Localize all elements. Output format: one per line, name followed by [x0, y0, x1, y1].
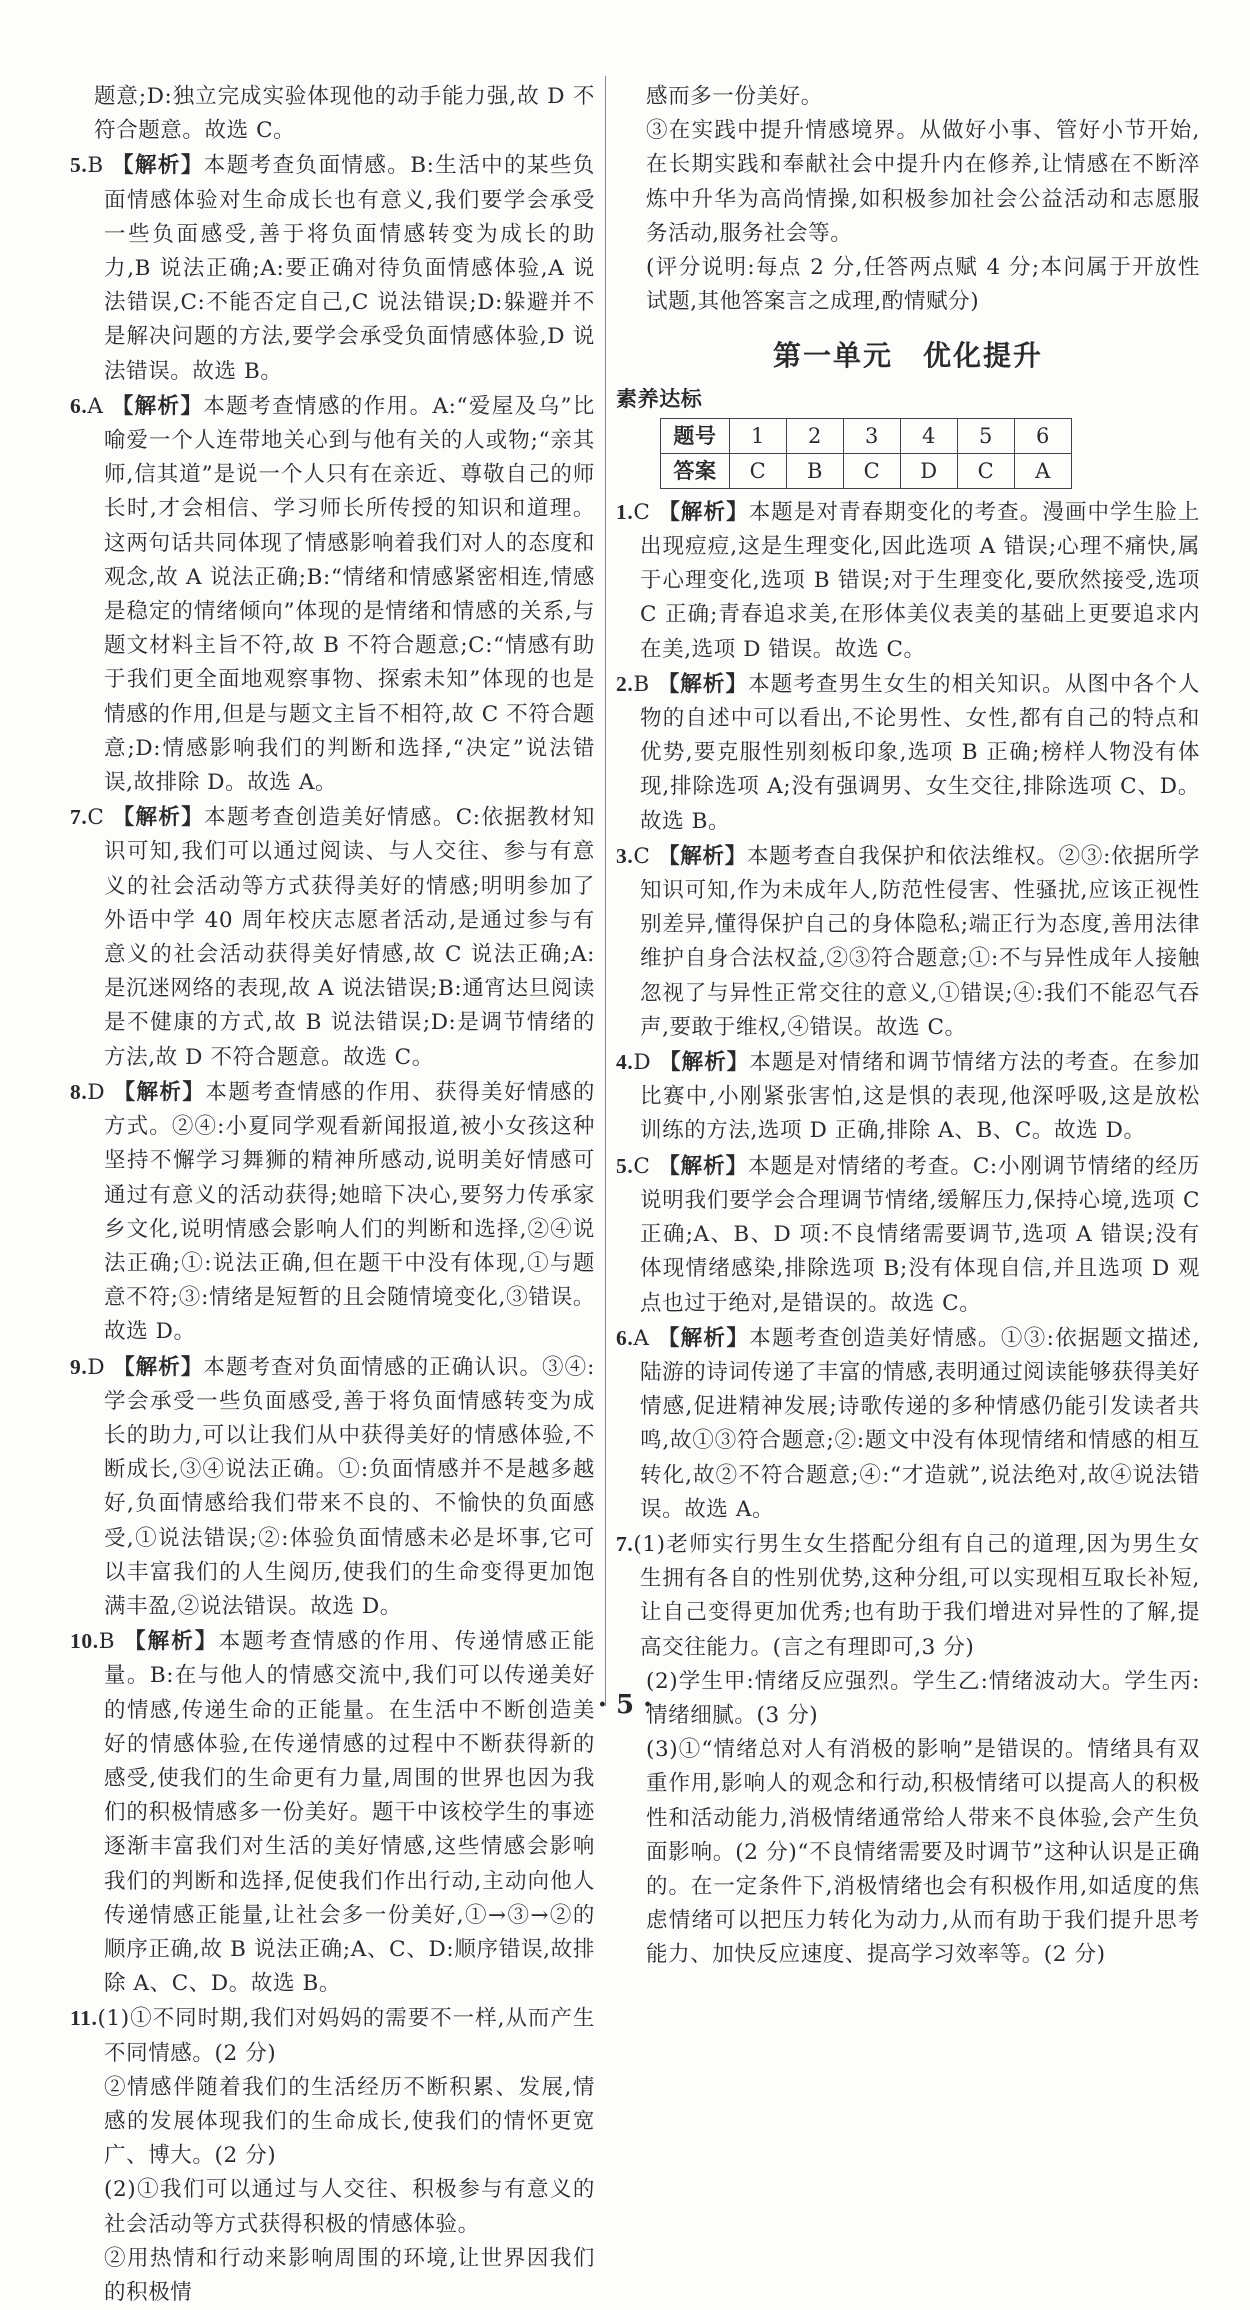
answer-item: [616, 667, 1200, 839]
item-answer: A: [633, 1325, 650, 1351]
continued-text: 题意;D:独立完成实验体现他的动手能力强,故 D 不符合题意。故选 C。: [94, 84, 595, 144]
analysis-label: 【解析】: [112, 153, 204, 179]
table-row: [661, 453, 1072, 488]
table-header-cell: 题号: [661, 418, 730, 453]
analysis-label: 【解析】: [113, 1354, 204, 1380]
item-number: 8.: [70, 1079, 88, 1104]
item-number: 10.: [70, 1629, 99, 1654]
analysis-label: 【解析】: [657, 1325, 750, 1351]
answer-item: [616, 1149, 1200, 1321]
item-answer: B: [98, 1629, 116, 1655]
table-cell: 4: [901, 418, 958, 453]
left-column: [70, 80, 595, 2310]
answer-item: [70, 1624, 595, 2001]
item-text: 本题考查自我保护和依法维权。②③:依据所学知识可知,作为未成年人,防范性侵害、性骚扰,应该正视性别差异,懂得保护自己的身体隐私;端正行为态度,善用法律维护自身合法权益,②③符合题意;①:不与异性成年人接触忽视了与异性正常交往的意义,①错误;④:我们不能忍气吞声,要敢于维权,④错误。故选 C。: [640, 843, 1200, 1040]
item-text: 本题是对情绪的考查。C:小刚调节情绪的经历说明我们要学会合理调节情绪,缓解压力,保持心境,选项 C 正确;A、B、D 项:不良情绪需要调节,选项 A 错误;没有体现情绪感染,排除选项 B;没有体现自信,并且选项 D 观点也过于绝对,是错误的。故选 C。: [640, 1153, 1201, 1316]
item-text: 本题考查负面情感。B:生活中的某些负面情感体验对生命成长也有意义,我们要学会承受一些负面感受,善于将负面情感转变为成长的助力,B 说法正确;A:要正确对待负面情感体验,A 说法错误,C:不能否定自己,C 说法错误;D:躲避并不是解决问题的方法,要学会承受负面情感体验,D 说法错误。故选 B。: [104, 153, 595, 384]
table-cell: C: [730, 453, 787, 488]
analysis-label: 【解析】: [112, 805, 205, 831]
answer-paragraph: ②用热情和行动来影响周围的环境,让世界因我们的积极情: [104, 2245, 595, 2305]
item-text: 本题考查情感的作用。A:“爱屋及乌”比喻爱一个人连带地关心到与他有关的人或物;“亲其师,信其道”是说一个人只有在亲近、尊敬自己的师长时,才会相信、学习师长所传授的知识和道理。这两句话共同体现了情感影响着我们对人的态度和观念,故 A 说法正确;B:“情绪和情感紧密相连,情感是稳定的情绪倾向”体现的是情绪和情感的关系,与题文材料主旨不符,故 B 不符合题意;C:“情感有助于我们更全面地观察事物、探索未知”体现的也是情感的作用,但是与题文主旨不相符,故 C 不符合题意;D:情感影响我们的判断和选择,“决定”说法错误,故排除 D。故选 A。: [104, 393, 596, 796]
item-number: 7.: [70, 805, 88, 830]
table-cell: A: [1015, 453, 1072, 488]
item-answer: D: [87, 1354, 106, 1380]
item-number: 7.: [616, 1531, 634, 1556]
item-answer: B: [87, 153, 104, 179]
item-answer: C: [633, 1153, 651, 1179]
item-text: 本题考查创造美好情感。C:依据教材知识可知,我们可以通过阅读、与人交往、参与有意义的社会活动等方式获得美好的情感;明明参加了外语中学 40 周年校庆志愿者活动,是通过参与有意义的社会活动获得美好情感,故 C 说法正确;A:是沉迷网络的表现,故 A 说法错误;B:通宵达旦阅读是不健康的方式,故 B 说法错误;D:是调节情绪的方法,故 D 不符合题意。故选 C。: [104, 805, 596, 1070]
item-answer: A: [87, 393, 104, 419]
table-cell: B: [787, 453, 844, 488]
item-number: 9.: [70, 1354, 88, 1379]
item-number: 1.: [616, 499, 634, 524]
item-answer: D: [87, 1079, 106, 1105]
item-number: 3.: [616, 843, 634, 868]
section-heading: 素养达标: [616, 386, 703, 411]
answer-table: [660, 418, 1072, 489]
item-text: 本题是对青春期变化的考查。漫画中学生脸上出现痘痘,这是生理变化,因此选项 A 错误;心理不痛快,属于心理变化,选项 B 错误;对于生理变化,要欣然接受,选项 C 正确;青春追求美,在形体美仪表美的基础上更要追求内在美,选项 D 错误。故选 C。: [640, 499, 1200, 662]
analysis-label: 【解析】: [113, 1079, 206, 1105]
answer-item: [616, 1045, 1200, 1149]
table-cell: D: [901, 453, 958, 488]
item-text: 本题是对情绪和调节情绪方法的考查。在参加比赛中,小刚紧张害怕,这是惧的表现,他深呼吸,这是放松训练的方法,选项 D 正确,排除 A、B、C。故选 D。: [640, 1050, 1200, 1144]
table-cell: 2: [787, 418, 844, 453]
unit-title: 第一单元 优化提升: [772, 339, 1043, 373]
answer-item: [70, 800, 595, 1075]
analysis-label: 【解析】: [124, 1629, 219, 1655]
item-answer: B: [633, 671, 650, 697]
answer-paragraph: (3)①“情绪总对人有消极的影响”是错误的。情绪具有双重作用,影响人的观念和行动,积极情绪可以提高人的积极性和活动能力,消极情绪通常给人带来不良体验,会产生负面影响。(2 分)“不良情绪需要及时调节”这种认识是正确的。在一定条件下,消极情绪也会有积极作用,如适度的焦虑情绪可以把压力转化为动力,从而有助于我们提升思考能力、加快反应速度、提高学习效率等。(2 分): [646, 1737, 1200, 1968]
item-answer: D: [633, 1050, 652, 1076]
item-number: 6.: [70, 393, 88, 418]
table-cell: C: [844, 453, 901, 488]
item-text: 本题考查情感的作用、获得美好情感的方式。②④:小夏同学观看新闻报道,被小女孩这种坚持不懈学习舞狮的精神所感动,说明美好情感可通过有意义的活动获得;她暗下决心,要努力传承家乡文化,说明情感会影响人们的判断和选择,②④说法正确;①:说法正确,但在题干中没有体现,①与题意不符;③:情绪是短暂的且会随情境变化,③错误。故选 D。: [104, 1079, 596, 1345]
answer-item: [70, 148, 595, 388]
analysis-label: 【解析】: [658, 1153, 749, 1179]
item-text: 本题考查男生女生的相关知识。从图中各个人物的自述中可以看出,不论男性、女性,都有自己的特点和优势,要克服性别刻板印象,选项 B 正确;榜样人物没有体现,排除选项 A;没有强调男、女生交往,排除选项 C、D。故选 B。: [640, 671, 1200, 834]
continued-text: 感而多一份美好。: [646, 84, 823, 109]
analysis-label: 【解析】: [657, 843, 748, 869]
answer-item: [70, 389, 595, 800]
scoring-note: (评分说明:每点 2 分,任答两点赋 4 分;本问属于开放性试题,其他答案言之成理,酌情赋分): [646, 255, 1200, 315]
item-text: (1)①不同时期,我们对妈妈的需要不一样,从而产生不同情感。(2 分): [97, 2006, 595, 2066]
item-text: 本题考查情感的作用、传递情感正能量。B:在与他人的情感交流中,我们可以传递美好的情感,传递生命的正能量。在生活中不断创造美好的情感体验,在传递情感的过程中不断获得新的感受,使我们的生命更有力量,周围的世界也因为我们的积极情感多一份美好。题干中该校学生的事迹逐渐丰富我们对生活的美好情感,这些情感会影响我们的判断和选择,促使我们作出行动,主动向他人传递情感正能量,让社会多一份美好,①→③→②的顺序正确,故 B 说法正确;A、C、D:顺序错误,故排除 A、C、D。故选 B。: [104, 1629, 596, 1997]
analysis-label: 【解析】: [659, 1050, 750, 1076]
answer-paragraph: (2)①我们可以通过与人交往、积极参与有意义的社会活动等方式获得积极的情感体验。: [104, 2177, 595, 2237]
item-answer: C: [87, 805, 105, 831]
answer-item: [70, 1075, 595, 1350]
answer-item: [616, 495, 1200, 667]
left-answer-list: [70, 148, 595, 2001]
analysis-label: 【解析】: [658, 499, 749, 525]
page-number: · 5 ·: [597, 1690, 653, 1720]
table-cell: 3: [844, 418, 901, 453]
item-number: 11.: [70, 2006, 98, 2031]
item-number: 5.: [616, 1153, 634, 1178]
table-row: [661, 418, 1072, 453]
item-number: 2.: [616, 671, 634, 696]
column-divider: [605, 76, 606, 1706]
answer-item-7: [616, 1527, 1200, 1665]
table-header-cell: 答案: [661, 453, 730, 488]
answer-paragraph: ②情感伴随着我们的生活经历不断积累、发展,情感的发展体现我们的生命成长,使我们的情怀更宽广、博大。(2 分): [104, 2074, 595, 2169]
table-cell: 6: [1015, 418, 1072, 453]
item-number: 4.: [616, 1050, 634, 1075]
item-answer: C: [633, 499, 651, 525]
analysis-label: 【解析】: [111, 393, 204, 419]
analysis-label: 【解析】: [657, 671, 749, 697]
table-cell: C: [958, 453, 1015, 488]
item-text: 本题考查对负面情感的正确认识。③④:学会承受一些负面感受,善于将负面情感转变为成长的助力,可以让我们从中获得美好的情感体验,不断成长,③④说法正确。①:负面情感并不是越多越好,负面情感给我们带来不良的、不愉快的负面感受,①说法错误;②:体验负面情感未必是坏事,它可以丰富我们的人生阅历,使我们的生命变得更加饱满丰盈,②说法错误。故选 D。: [104, 1354, 596, 1619]
right-column: [616, 80, 1200, 1973]
item-text: 本题考查创造美好情感。①③:依据题文描述,陆游的诗词传递了丰富的情感,表明通过阅读能够获得美好情感,促进精神发展;诗歌传递的多种情感仍能引发读者共鸣,故①③符合题意;②:题文中没有体现情绪和情感的相互转化,故②不符合题意;④:“才造就”,说法绝对,故④说法错误。故选 A。: [640, 1325, 1200, 1522]
table-cell: 5: [958, 418, 1015, 453]
item-text: (1)老师实行男生女生搭配分组有自己的道理,因为男生女生拥有各自的性别优势,这种分组,可以实现相互取长补短,让自己变得更加优秀;也有助于我们增进对异性的了解,提高交往能力。(言之有理即可,3 分): [633, 1531, 1200, 1660]
answer-item: [616, 839, 1200, 1045]
answer-item: [616, 1321, 1200, 1527]
item-number: 5.: [70, 153, 88, 178]
continued-text: ③在实践中提升情感境界。从做好小事、管好小节开始,在长期实践和奉献社会中提升内在修养,让情感在不断淬炼中升华为高尚情操,如积极参加社会公益活动和志愿服务活动,服务社会等。: [646, 118, 1200, 246]
answer-item: [70, 1350, 595, 1625]
item-number: 6.: [616, 1325, 634, 1350]
answer-item-11: [70, 2001, 595, 2070]
answer-paragraph: (2)学生甲:情绪反应强烈。学生乙:情绪波动大。学生丙:情绪细腻。(3 分): [646, 1668, 1200, 1728]
right-answer-list: [616, 495, 1200, 1527]
item-answer: C: [633, 843, 651, 869]
table-cell: 1: [730, 418, 787, 453]
